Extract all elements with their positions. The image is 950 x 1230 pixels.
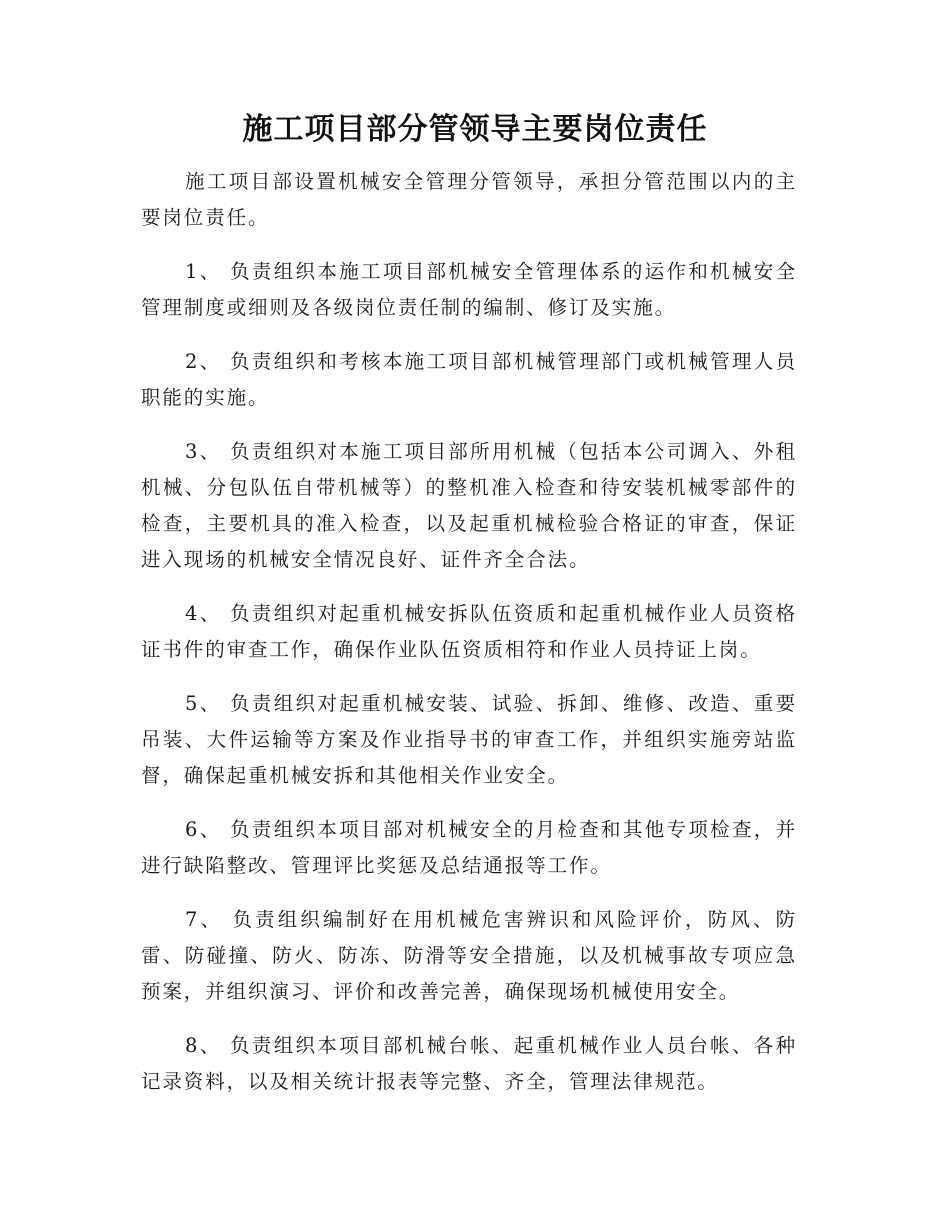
intro-paragraph: 施工项目部设置机械安全管理分管领导，承担分管范围以内的主要岗位责任。 xyxy=(141,170,797,229)
item-text: 负责组织对起重机械安拆队伍资质和起重机械作业人员资格证书件的审查工作，确保作业队伍资质相符和作业人员持证上岗。 xyxy=(141,602,797,661)
item-number: 4、 xyxy=(185,602,222,625)
item-number: 3、 xyxy=(185,440,222,463)
item-text: 负责组织本施工项目部机械安全管理体系的运作和机械安全管理制度或细则及各级岗位责任制的编制、修订及实施。 xyxy=(141,260,797,319)
item-text: 负责组织本项目部对机械安全的月检查和其他专项检查，并进行缺陷整改、管理评比奖惩及总结通报等工作。 xyxy=(141,818,797,877)
item-number: 8、 xyxy=(185,1034,222,1057)
list-item xyxy=(141,1028,797,1100)
list-item xyxy=(141,434,797,578)
list-item xyxy=(141,254,797,326)
item-number: 7、 xyxy=(185,908,224,931)
item-text: 负责组织本项目部机械台帐、起重机械作业人员台帐、各种记录资料，以及相关统计报表等完整、齐全，管理法律规范。 xyxy=(141,1034,797,1093)
item-text: 负责组织编制好在用机械危害辨识和风险评价，防风、防雷、防碰撞、防火、防冻、防滑等安全措施，以及机械事故专项应急预案，并组织演习、评价和改善完善，确保现场机械使用安全。 xyxy=(141,908,797,1003)
list-item xyxy=(141,596,797,668)
item-text: 负责组织对起重机械安装、试验、拆卸、维修、改造、重要吊装、大件运输等方案及作业指导书的审查工作，并组织实施旁站监督，确保起重机械安拆和其他相关作业安全。 xyxy=(141,692,797,787)
item-text: 负责组织对本施工项目部所用机械（包括本公司调入、外租机械、分包队伍自带机械等）的整机准入检查和待安装机械零部件的检查，主要机具的准入检查，以及起重机械检验合格证的审查，保证进入现场的机械安全情况良好、证件齐全合法。 xyxy=(141,440,797,571)
item-number: 1、 xyxy=(185,260,222,283)
list-item xyxy=(141,902,797,1010)
document-title: 施工项目部分管领导主要岗位责任 xyxy=(242,112,708,147)
item-number: 6、 xyxy=(185,818,222,841)
list-item xyxy=(141,686,797,794)
item-number: 2、 xyxy=(185,350,222,373)
list-item xyxy=(141,344,797,416)
item-text: 负责组织和考核本施工项目部机械管理部门或机械管理人员职能的实施。 xyxy=(141,350,797,409)
list-item xyxy=(141,812,797,884)
item-number: 5、 xyxy=(185,692,222,715)
